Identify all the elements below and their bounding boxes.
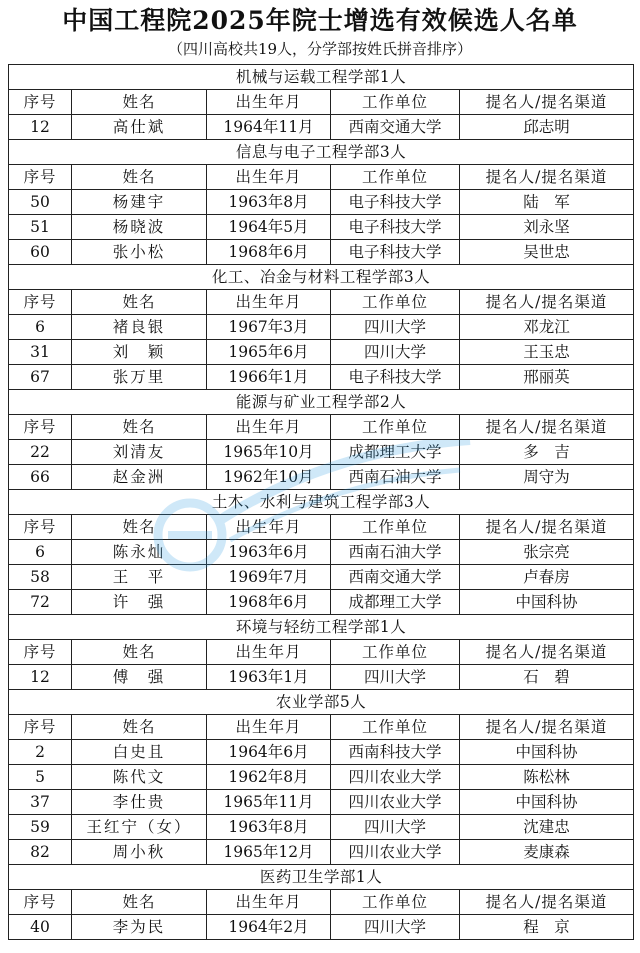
cell-name: 刘清友 <box>72 440 207 465</box>
cell-birth: 1964年11月 <box>207 115 331 140</box>
column-header: 出生年月 <box>207 715 331 740</box>
cell-unit: 西南科技大学 <box>331 740 460 765</box>
cell-index: 60 <box>9 240 72 265</box>
cell-name: 刘 颖 <box>72 340 207 365</box>
cell-birth: 1967年3月 <box>207 315 331 340</box>
cell-unit: 成都理工大学 <box>331 590 460 615</box>
column-header: 出生年月 <box>207 165 331 190</box>
cell-unit: 西南石油大学 <box>331 465 460 490</box>
cell-birth: 1964年5月 <box>207 215 331 240</box>
table-row <box>9 340 634 365</box>
cell-index: 82 <box>9 840 72 865</box>
table-row <box>9 540 634 565</box>
cell-name: 高仕斌 <box>72 115 207 140</box>
document-title: 中国工程院2025年院士增选有效候选人名单 <box>62 6 578 35</box>
table-row <box>9 590 634 615</box>
cell-birth: 1962年10月 <box>207 465 331 490</box>
cell-name: 陈永灿 <box>72 540 207 565</box>
cell-nominator: 中国科协 <box>460 740 634 765</box>
cell-name: 杨晓波 <box>72 215 207 240</box>
column-header: 提名人/提名渠道 <box>460 415 634 440</box>
column-header: 提名人/提名渠道 <box>460 290 634 315</box>
column-header: 序号 <box>9 640 72 665</box>
cell-nominator: 王玉忠 <box>460 340 634 365</box>
section-title-row <box>9 65 634 90</box>
cell-index: 37 <box>9 790 72 815</box>
cell-index: 66 <box>9 465 72 490</box>
cell-nominator: 陆 军 <box>460 190 634 215</box>
table-header-row <box>9 165 634 190</box>
cell-birth: 1965年10月 <box>207 440 331 465</box>
column-header: 提名人/提名渠道 <box>460 165 634 190</box>
section-title-row <box>9 140 634 165</box>
cell-birth: 1969年7月 <box>207 565 331 590</box>
section-title: 机械与运载工程学部1人 <box>9 65 634 90</box>
column-header: 出生年月 <box>207 890 331 915</box>
cell-name: 王红宁（女） <box>72 815 207 840</box>
table-row <box>9 840 634 865</box>
cell-unit: 四川农业大学 <box>331 840 460 865</box>
candidate-table-body <box>9 65 634 940</box>
cell-index: 58 <box>9 565 72 590</box>
table-row <box>9 765 634 790</box>
column-header: 出生年月 <box>207 640 331 665</box>
column-header: 工作单位 <box>331 90 460 115</box>
section-title-row <box>9 690 634 715</box>
column-header: 序号 <box>9 515 72 540</box>
table-header-row <box>9 515 634 540</box>
cell-unit: 西南交通大学 <box>331 565 460 590</box>
cell-index: 31 <box>9 340 72 365</box>
column-header: 姓名 <box>72 640 207 665</box>
document-subtitle: （四川高校共19人，分学部按姓氏拼音排序） <box>167 40 473 58</box>
column-header: 提名人/提名渠道 <box>460 515 634 540</box>
table-header-row <box>9 640 634 665</box>
cell-unit: 电子科技大学 <box>331 190 460 215</box>
cell-unit: 四川农业大学 <box>331 765 460 790</box>
cell-birth: 1963年1月 <box>207 665 331 690</box>
cell-index: 5 <box>9 765 72 790</box>
cell-unit: 电子科技大学 <box>331 215 460 240</box>
column-header: 工作单位 <box>331 640 460 665</box>
cell-nominator: 沈建忠 <box>460 815 634 840</box>
cell-index: 22 <box>9 440 72 465</box>
cell-nominator: 麦康森 <box>460 840 634 865</box>
column-header: 序号 <box>9 715 72 740</box>
section-title: 信息与电子工程学部3人 <box>9 140 634 165</box>
cell-name: 李为民 <box>72 915 207 940</box>
section-title-row <box>9 615 634 640</box>
section-title: 环境与轻纺工程学部1人 <box>9 615 634 640</box>
section-title: 能源与矿业工程学部2人 <box>9 390 634 415</box>
column-header: 出生年月 <box>207 415 331 440</box>
cell-nominator: 陈松林 <box>460 765 634 790</box>
cell-nominator: 中国科协 <box>460 790 634 815</box>
table-row <box>9 465 634 490</box>
cell-name: 李仕贵 <box>72 790 207 815</box>
column-header: 工作单位 <box>331 890 460 915</box>
table-row <box>9 115 634 140</box>
cell-birth: 1965年11月 <box>207 790 331 815</box>
column-header: 提名人/提名渠道 <box>460 640 634 665</box>
cell-nominator: 刘永坚 <box>460 215 634 240</box>
cell-index: 50 <box>9 190 72 215</box>
table-row <box>9 365 634 390</box>
cell-index: 6 <box>9 315 72 340</box>
table-row <box>9 815 634 840</box>
column-header: 工作单位 <box>331 290 460 315</box>
cell-name: 陈代文 <box>72 765 207 790</box>
column-header: 提名人/提名渠道 <box>460 90 634 115</box>
cell-nominator: 周守为 <box>460 465 634 490</box>
cell-name: 白史且 <box>72 740 207 765</box>
cell-index: 40 <box>9 915 72 940</box>
column-header: 工作单位 <box>331 415 460 440</box>
column-header: 提名人/提名渠道 <box>460 715 634 740</box>
cell-nominator: 中国科协 <box>460 590 634 615</box>
column-header: 姓名 <box>72 90 207 115</box>
column-header: 出生年月 <box>207 90 331 115</box>
cell-unit: 四川农业大学 <box>331 790 460 815</box>
cell-nominator: 多 吉 <box>460 440 634 465</box>
table-header-row <box>9 90 634 115</box>
cell-index: 59 <box>9 815 72 840</box>
cell-nominator: 张宗亮 <box>460 540 634 565</box>
cell-birth: 1965年6月 <box>207 340 331 365</box>
cell-unit: 四川大学 <box>331 340 460 365</box>
cell-name: 王 平 <box>72 565 207 590</box>
column-header: 姓名 <box>72 715 207 740</box>
column-header: 姓名 <box>72 415 207 440</box>
column-header: 序号 <box>9 890 72 915</box>
table-row <box>9 740 634 765</box>
cell-unit: 四川大学 <box>331 665 460 690</box>
table-header-row <box>9 290 634 315</box>
cell-nominator: 邓龙江 <box>460 315 634 340</box>
table-row <box>9 190 634 215</box>
cell-birth: 1968年6月 <box>207 590 331 615</box>
table-row <box>9 315 634 340</box>
cell-name: 张万里 <box>72 365 207 390</box>
cell-index: 2 <box>9 740 72 765</box>
cell-unit: 成都理工大学 <box>331 440 460 465</box>
cell-birth: 1968年6月 <box>207 240 331 265</box>
cell-birth: 1964年2月 <box>207 915 331 940</box>
cell-unit: 电子科技大学 <box>331 365 460 390</box>
column-header: 姓名 <box>72 890 207 915</box>
cell-unit: 四川大学 <box>331 915 460 940</box>
cell-birth: 1963年6月 <box>207 540 331 565</box>
section-title-row <box>9 490 634 515</box>
cell-name: 傅 强 <box>72 665 207 690</box>
section-title: 土木、水利与建筑工程学部3人 <box>9 490 634 515</box>
column-header: 提名人/提名渠道 <box>460 890 634 915</box>
cell-name: 周小秋 <box>72 840 207 865</box>
candidate-table <box>8 64 634 940</box>
cell-index: 67 <box>9 365 72 390</box>
column-header: 出生年月 <box>207 290 331 315</box>
cell-birth: 1965年12月 <box>207 840 331 865</box>
cell-unit: 四川大学 <box>331 815 460 840</box>
section-title: 农业学部5人 <box>9 690 634 715</box>
cell-index: 51 <box>9 215 72 240</box>
cell-birth: 1963年8月 <box>207 190 331 215</box>
column-header: 序号 <box>9 290 72 315</box>
cell-nominator: 邢丽英 <box>460 365 634 390</box>
cell-nominator: 卢春房 <box>460 565 634 590</box>
cell-nominator: 程 京 <box>460 915 634 940</box>
table-header-row <box>9 715 634 740</box>
cell-index: 12 <box>9 665 72 690</box>
cell-unit: 西南交通大学 <box>331 115 460 140</box>
column-header: 序号 <box>9 415 72 440</box>
cell-index: 6 <box>9 540 72 565</box>
table-row <box>9 215 634 240</box>
table-row <box>9 240 634 265</box>
cell-index: 72 <box>9 590 72 615</box>
section-title: 化工、冶金与材料工程学部3人 <box>9 265 634 290</box>
cell-name: 褚良银 <box>72 315 207 340</box>
column-header: 工作单位 <box>331 515 460 540</box>
column-header: 工作单位 <box>331 715 460 740</box>
cell-birth: 1962年8月 <box>207 765 331 790</box>
column-header: 序号 <box>9 90 72 115</box>
cell-birth: 1966年1月 <box>207 365 331 390</box>
section-title-row <box>9 390 634 415</box>
table-header-row <box>9 415 634 440</box>
column-header: 姓名 <box>72 290 207 315</box>
table-row <box>9 565 634 590</box>
cell-nominator: 石 碧 <box>460 665 634 690</box>
table-header-row <box>9 890 634 915</box>
cell-birth: 1964年6月 <box>207 740 331 765</box>
cell-birth: 1963年8月 <box>207 815 331 840</box>
section-title-row <box>9 865 634 890</box>
cell-nominator: 吴世忠 <box>460 240 634 265</box>
column-header: 出生年月 <box>207 515 331 540</box>
column-header: 姓名 <box>72 515 207 540</box>
cell-name: 许 强 <box>72 590 207 615</box>
table-row <box>9 440 634 465</box>
column-header: 序号 <box>9 165 72 190</box>
cell-name: 赵金洲 <box>72 465 207 490</box>
cell-unit: 电子科技大学 <box>331 240 460 265</box>
cell-unit: 四川大学 <box>331 315 460 340</box>
column-header: 姓名 <box>72 165 207 190</box>
cell-name: 杨建宇 <box>72 190 207 215</box>
section-title-row <box>9 265 634 290</box>
table-row <box>9 915 634 940</box>
cell-unit: 西南石油大学 <box>331 540 460 565</box>
cell-nominator: 邱志明 <box>460 115 634 140</box>
column-header: 工作单位 <box>331 165 460 190</box>
cell-name: 张小松 <box>72 240 207 265</box>
table-row <box>9 665 634 690</box>
section-title: 医药卫生学部1人 <box>9 865 634 890</box>
table-row <box>9 790 634 815</box>
cell-index: 12 <box>9 115 72 140</box>
